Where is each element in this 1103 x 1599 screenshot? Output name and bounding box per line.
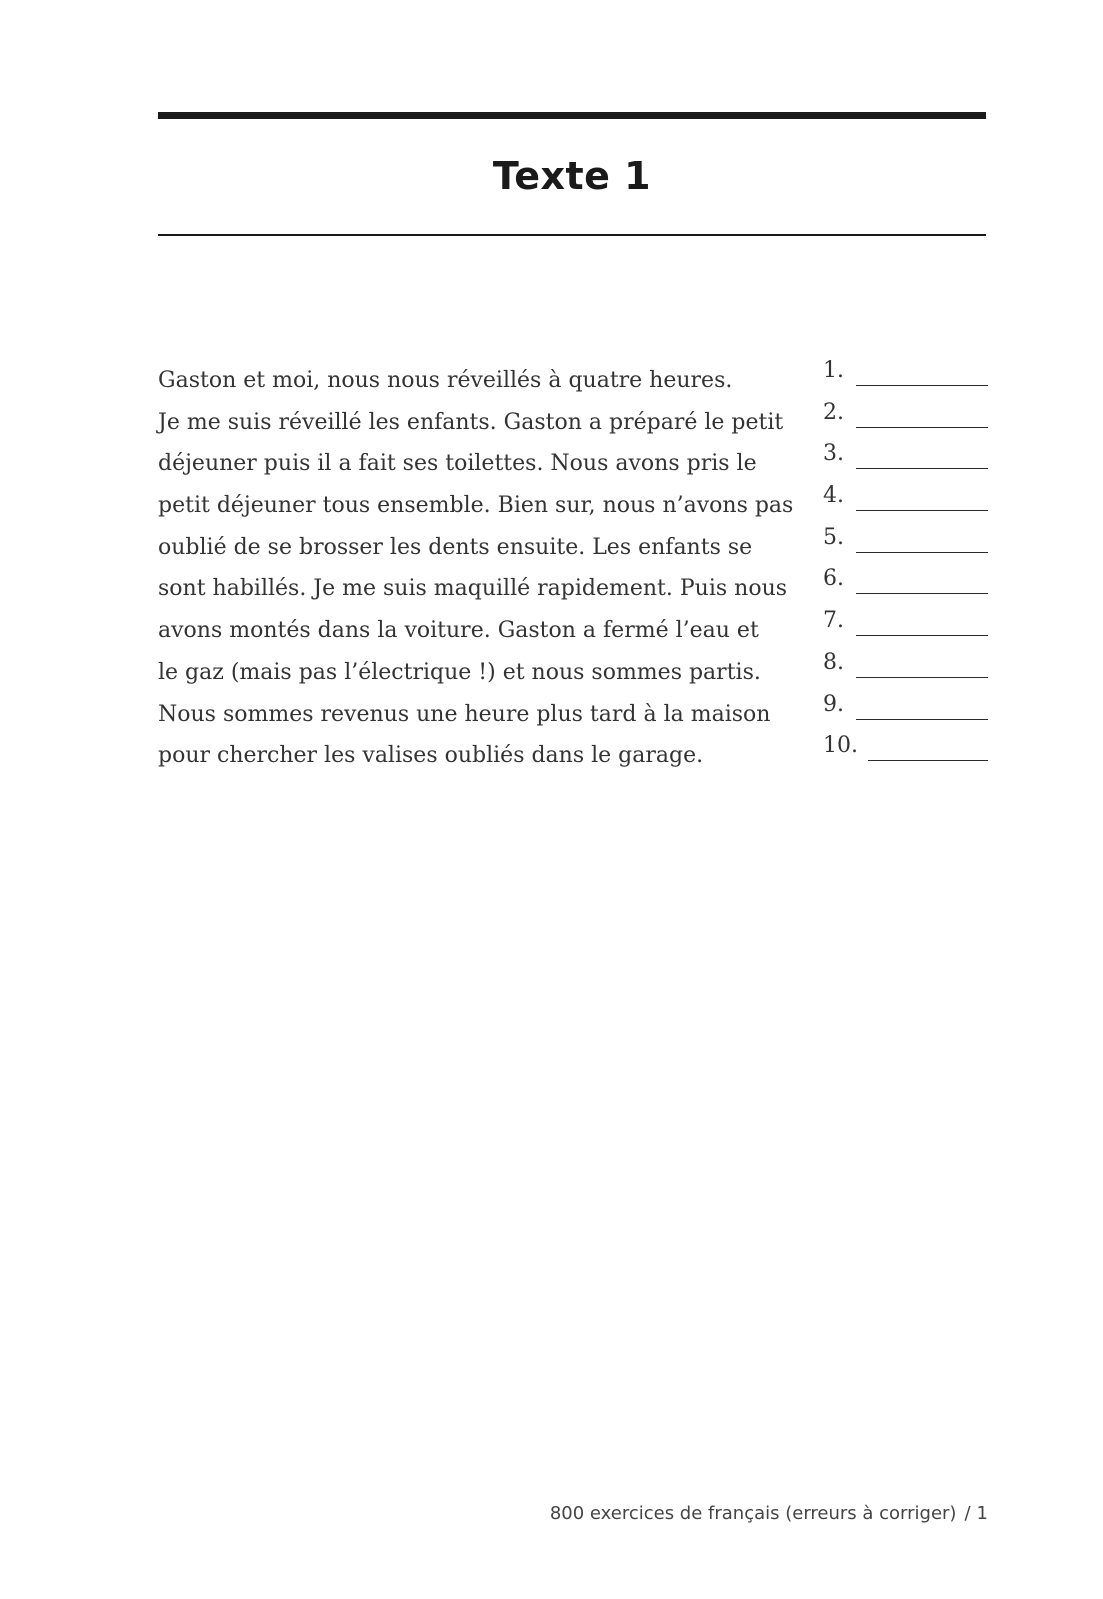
answer-row <box>823 485 988 527</box>
answer-row <box>823 360 988 402</box>
answer-number: 3. <box>823 441 844 467</box>
answer-row <box>823 610 988 652</box>
footer-separator: / <box>964 1503 971 1524</box>
text-line: avons montés dans la voiture. Gaston a fermé l’eau et <box>158 618 759 644</box>
answer-blank[interactable] <box>856 385 988 386</box>
page-title: Texte 1 <box>492 154 652 198</box>
answer-row <box>823 443 988 485</box>
answer-row <box>823 524 988 569</box>
header-top-rule <box>158 112 986 119</box>
text-line: déjeuner puis il a fait ses toilettes. Nous avons pris le <box>158 451 757 477</box>
exercise-text <box>158 360 808 777</box>
text-line: sont habillés. Je me suis maquillé rapidement. Puis nous <box>158 576 788 602</box>
answer-row <box>823 691 988 736</box>
answer-row <box>823 399 988 444</box>
answer-blank[interactable] <box>856 677 988 678</box>
text-line: Gaston et moi, nous nous réveillés à quatre heures. <box>158 368 733 393</box>
page-number: 1 <box>976 1503 988 1524</box>
answer-blank[interactable] <box>856 510 988 511</box>
answer-number: 10. <box>823 733 858 759</box>
answer-blank[interactable] <box>856 468 988 469</box>
answer-blank[interactable] <box>856 593 988 594</box>
answer-number: 9. <box>823 691 844 717</box>
answer-number: 8. <box>823 649 844 675</box>
answer-row <box>823 735 988 777</box>
answer-number: 5. <box>823 524 844 550</box>
answer-number: 2. <box>823 399 844 425</box>
text-line: le gaz (mais pas l’électrique !) et nous sommes partis. <box>158 659 761 685</box>
answer-blank[interactable] <box>868 760 988 761</box>
text-line: Nous sommes revenus une heure plus tard à la maison <box>158 701 771 727</box>
answer-number: 6. <box>823 566 844 592</box>
page-footer <box>550 1503 988 1524</box>
answer-blank[interactable] <box>856 719 988 720</box>
text-line: pour chercher les valises oubliés dans le garage. <box>158 743 704 769</box>
text-line: petit déjeuner tous ensemble. Bien sur, nous n’avons pas <box>158 493 794 519</box>
answer-blank[interactable] <box>856 427 988 428</box>
answer-number: 4. <box>823 483 844 509</box>
footer-book-title: 800 exercices de français (erreurs à corriger) <box>549 1503 957 1524</box>
answer-number: 1. <box>823 358 844 383</box>
text-line: oublié de se brosser les dents ensuite. Les enfants se <box>158 534 753 560</box>
answer-row <box>823 649 988 694</box>
answer-blank[interactable] <box>856 635 988 636</box>
answer-list <box>823 360 988 777</box>
answer-number: 7. <box>823 608 844 634</box>
answer-blank[interactable] <box>856 552 988 553</box>
answer-row <box>823 568 988 610</box>
text-line: Je me suis réveillé les enfants. Gaston a préparé le petit <box>158 409 784 435</box>
header-bottom-rule <box>158 234 986 236</box>
